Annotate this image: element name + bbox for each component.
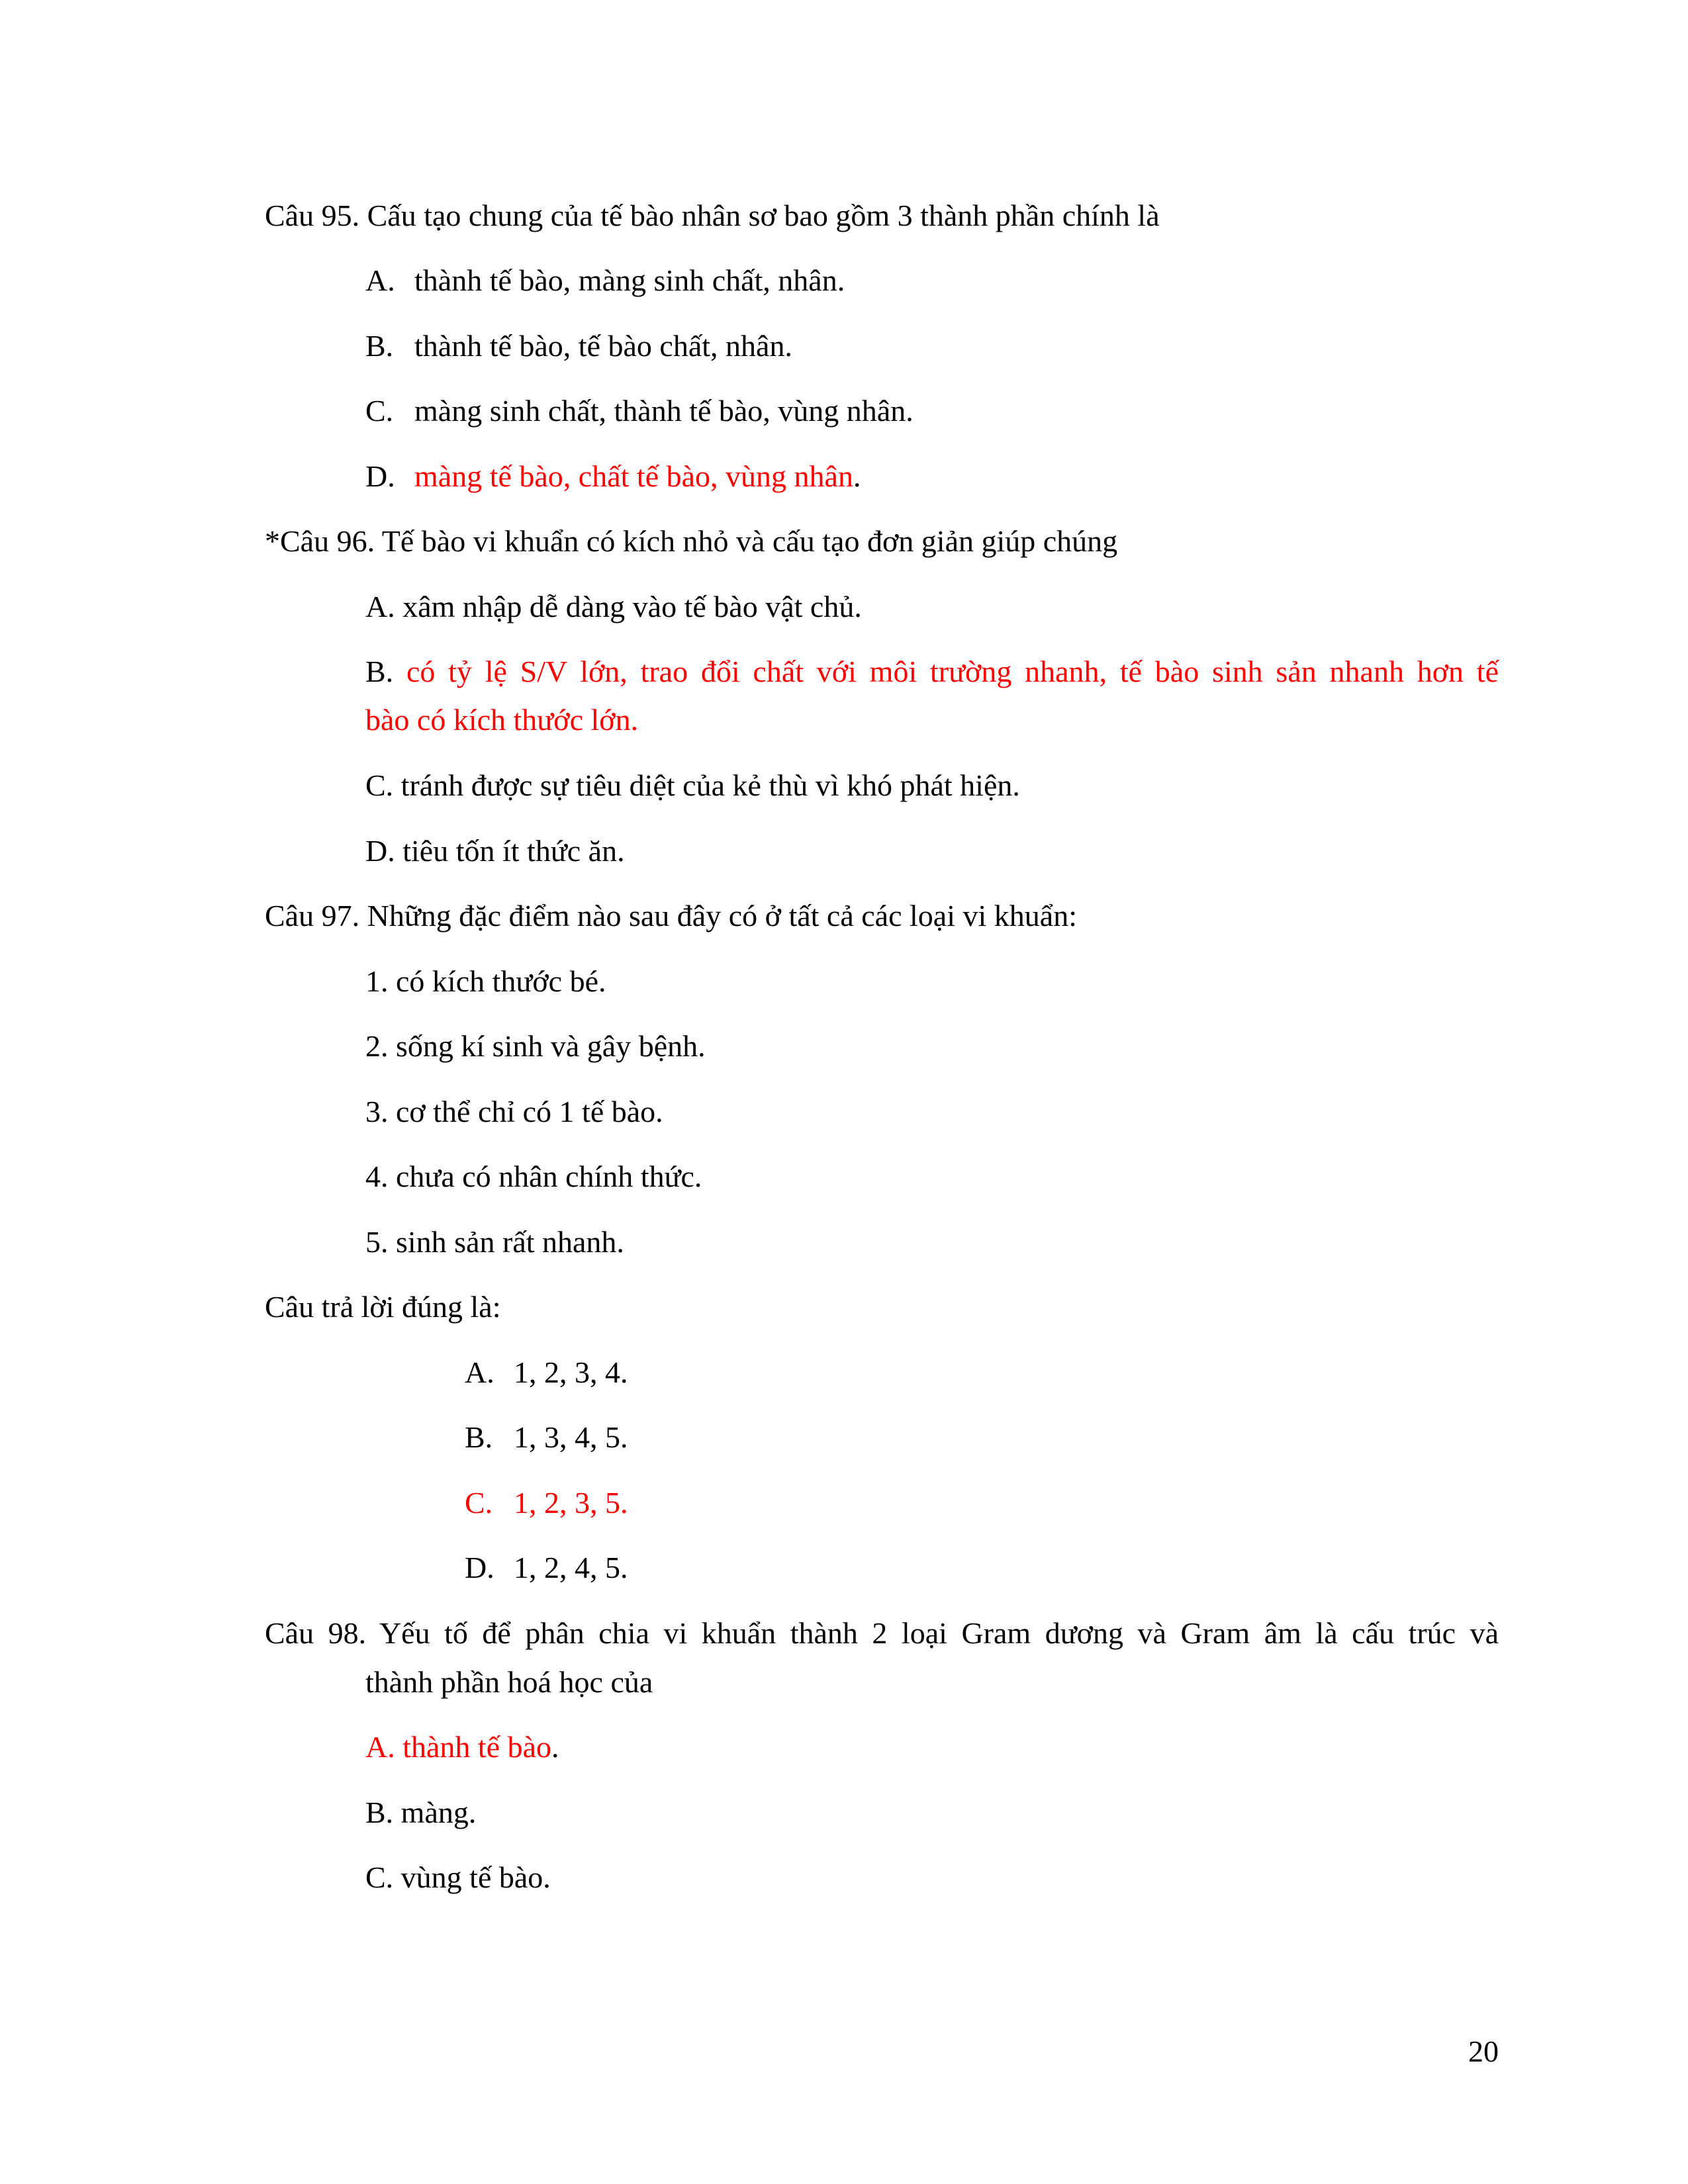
option-label: D. xyxy=(465,1551,494,1584)
option-tail: . xyxy=(853,459,861,493)
q97-answer-prompt: Câu trả lời đúng là: xyxy=(265,1290,501,1324)
q95-option-b xyxy=(365,328,792,365)
page-number: 20 xyxy=(1468,2034,1499,2068)
option-label: B. xyxy=(365,329,394,363)
option-label: A. xyxy=(365,263,395,297)
q96-option-b-line1 xyxy=(365,653,1499,690)
q96-option-b-line2: bào có kích thước lớn. xyxy=(365,703,639,737)
q97-statement-3: 3. cơ thể chỉ có 1 tế bào. xyxy=(365,1095,663,1128)
q95-option-d xyxy=(365,458,861,495)
option-label: B. xyxy=(465,1420,493,1454)
option-text-correct: màng tế bào, chất tế bào, vùng nhân xyxy=(414,459,853,493)
option-text-correct: A. thành tế bào xyxy=(365,1730,552,1764)
q98-option-a xyxy=(365,1729,559,1766)
q97-statement-1: 1. có kích thước bé. xyxy=(365,964,606,998)
q98-question-line2: thành phần hoá học của xyxy=(365,1665,653,1699)
option-text: 1, 2, 3, 4. xyxy=(514,1355,628,1389)
q98-option-b: B. màng. xyxy=(365,1796,477,1829)
option-label: D. xyxy=(365,459,395,493)
option-text: 1, 3, 4, 5. xyxy=(514,1420,628,1454)
q96-option-c: C. tránh được sự tiêu diệt của kẻ thù vì khó phát hiện. xyxy=(365,768,1020,802)
option-text: màng sinh chất, thành tế bào, vùng nhân. xyxy=(414,394,914,428)
q97-question: Câu 97. Những đặc điểm nào sau đây có ở tất cả các loại vi khuẩn: xyxy=(265,899,1077,933)
option-text: 1, 2, 3, 5. xyxy=(514,1486,628,1520)
q97-statement-5: 5. sinh sản rất nhanh. xyxy=(365,1225,624,1259)
q97-option-b xyxy=(465,1419,628,1456)
q95-option-a xyxy=(365,262,845,299)
q97-option-c-correct xyxy=(465,1484,628,1522)
option-text: 1, 2, 4, 5. xyxy=(514,1551,628,1584)
option-text: thành tế bào, tế bào chất, nhân. xyxy=(414,329,792,363)
q96-option-a: A. xâm nhập dễ dàng vào tế bào vật chủ. xyxy=(365,590,862,623)
q96-question: *Câu 96. Tế bào vi khuẩn có kích nhỏ và cấu tạo đơn giản giúp chúng xyxy=(265,524,1118,558)
option-label: C. xyxy=(465,1486,493,1520)
option-label: C. xyxy=(365,394,394,428)
q97-option-d xyxy=(465,1549,628,1586)
q98-question-line1: Câu 98. Yếu tố để phân chia vi khuẩn thành 2 loại Gram dương và Gram âm là cấu trúc và xyxy=(265,1616,1499,1650)
option-text-correct: có tỷ lệ S/V lớn, trao đổi chất với môi trường nhanh, tế bào sinh sản nhanh hơn tế xyxy=(406,655,1499,688)
option-label: B. xyxy=(365,655,394,688)
q96-option-d: D. tiêu tốn ít thức ăn. xyxy=(365,834,625,868)
q97-statement-4: 4. chưa có nhân chính thức. xyxy=(365,1160,702,1193)
q95-question: Câu 95. Cấu tạo chung của tế bào nhân sơ bao gồm 3 thành phần chính là xyxy=(265,199,1160,232)
q97-option-a xyxy=(465,1354,628,1391)
q95-option-c xyxy=(365,392,914,430)
option-label: A. xyxy=(465,1355,494,1389)
q98-option-c: C. vùng tế bào. xyxy=(365,1860,551,1894)
option-tail: . xyxy=(551,1730,559,1764)
q97-statement-2: 2. sống kí sinh và gây bệnh. xyxy=(365,1029,706,1063)
option-text: thành tế bào, màng sinh chất, nhân. xyxy=(414,263,845,297)
